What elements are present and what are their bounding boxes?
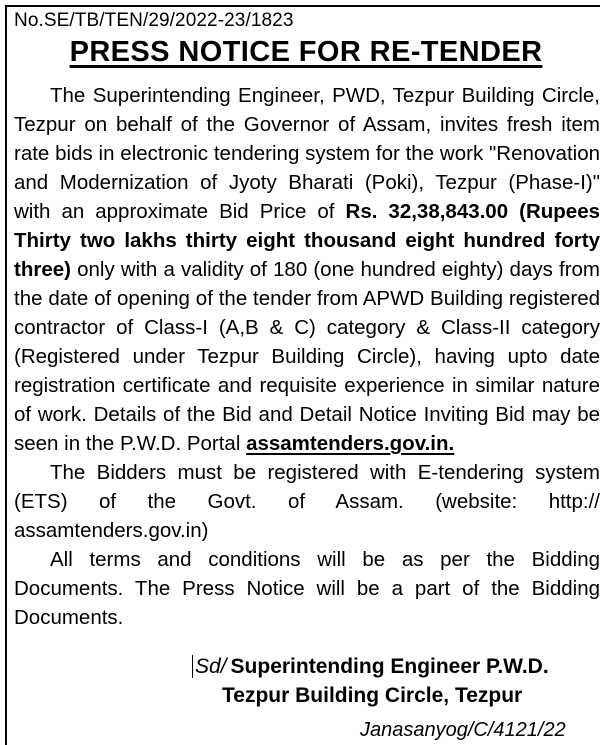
signature-sd: Sd/ <box>192 655 227 678</box>
reference-number: No.SE/TB/TEN/29/2022-23/1823 <box>14 10 294 31</box>
signatory-designation: Superintending Engineer P.W.D. <box>230 655 549 678</box>
notice-title: PRESS NOTICE FOR RE-TENDER <box>69 36 543 68</box>
portal-link[interactable]: assamtenders.gov.in. <box>246 432 455 455</box>
tender-details-text: The Superintending Engineer, PWD, Tezpur Building Circle, Tezpur on behalf of the Governor of Assam, invites fresh item rate bids in electronic tendering system for the work "Renovation and Modernization of Jyoty Bharati (Poki), Tezpur (Phase-I)" with an approximate Bid Price of <box>14 84 600 223</box>
tender-details-text-cont: only with a validity of 180 (one hundred eighty) days from the date of opening of the tender from APWD Building registered contractor of Class-I (A,B & C) category & Class-II category (Registered under Tezpur Building Circle), having upto date registration certificate and requisite experience in similar nature of work. Details of the Bid and Detail Notice Inviting Bid may be seen in the P.W.D. Portal <box>14 258 600 455</box>
paragraph-registration: The Bidders must be registered with E-tendering system (ETS) of the Govt. of Assam. (website: http:// assamtenders.gov.in) <box>14 461 600 542</box>
janasanyog-number: Janasanyog/C/4121/22 <box>360 719 566 741</box>
paragraph-tender-details <box>14 81 600 458</box>
signature-line <box>192 655 549 679</box>
paragraph-terms: All terms and conditions will be as per the Bidding Documents. The Press Notice will be a part of the Bidding Documents. <box>14 548 600 629</box>
bid-price-amount: Rs. 32,38,843.00 (Rupees Thirty two lakhs thirty eight thousand eight hundred forty three) <box>14 200 600 281</box>
signatory-office: Tezpur Building Circle, Tezpur <box>222 684 523 707</box>
notice-body <box>14 81 600 632</box>
